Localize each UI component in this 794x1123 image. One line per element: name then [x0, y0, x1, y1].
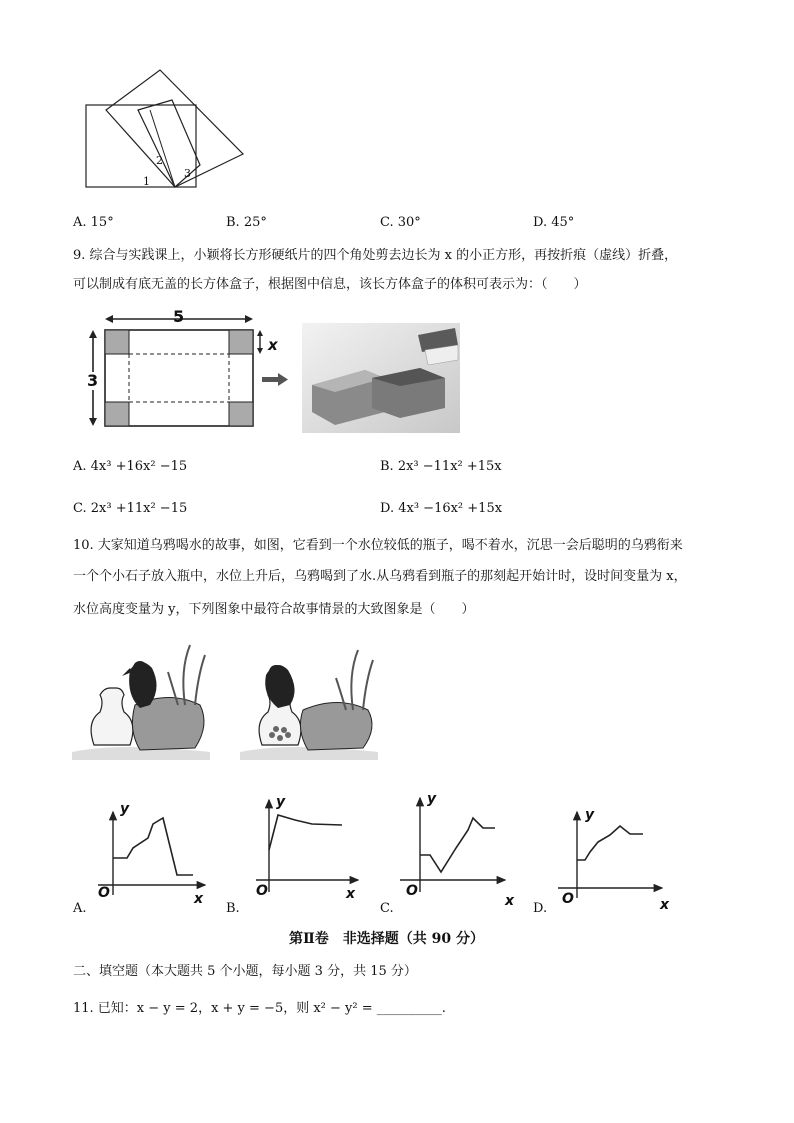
- graph-d-y-label: y: [585, 807, 595, 823]
- q10-option-a: A.: [73, 901, 87, 916]
- graph-b-origin: O: [256, 883, 268, 899]
- q9-x-label: x: [268, 336, 278, 354]
- q10-option-b: B.: [226, 901, 240, 916]
- graph-b-y-label: y: [276, 794, 286, 810]
- q10-stem-line2: 一个个小石子放入瓶中，水位上升后，乌鸦喝到了水.从乌鸦看到瓶子的那刻起开始计时，设时间变量为 x，: [73, 569, 687, 584]
- q9-option-d: D. 4x³ −16x² +15x: [380, 501, 503, 516]
- graph-b: [256, 800, 358, 892]
- graph-c-origin: O: [406, 883, 418, 899]
- q9-option-b: B. 2x³ −11x² +15x: [380, 459, 502, 474]
- q9-option-a: A. 4x³ +16x² −15: [73, 459, 188, 474]
- q8-option-c: C. 30°: [380, 215, 421, 230]
- q11-stem: 11. 已知：x − y = 2，x + y = −5，则 x² − y² = __________.: [73, 1001, 446, 1016]
- graph-b-x-label: x: [346, 886, 356, 902]
- q9-height-label: 3: [87, 371, 99, 390]
- q10-stem-line1: 10. 大家知道乌鸦喝水的故事，如图，它看到一个水位较低的瓶子，喝不着水，沉思一会后聪明的乌鸦衔来: [73, 538, 683, 553]
- fill-blank-heading: 二、填空题（本大题共 5 个小题，每小题 3 分，共 15 分）: [73, 964, 417, 979]
- q9-stem-line2: 可以制成有底无盖的长方体盒子，根据图中信息，该长方体盒子的体积可表示为：（ ）: [73, 277, 587, 292]
- graph-a-origin: O: [98, 885, 110, 901]
- q8-angle-label-3: 3: [184, 167, 191, 180]
- graph-a: [98, 812, 205, 895]
- q9-stem-line1: 9. 综合与实践课上，小颖将长方形硬纸片的四个角处剪去边长为 x 的小正方形，再按折痕（虚线）折叠，: [73, 248, 678, 263]
- q8-angle-label-2: 2: [156, 154, 163, 167]
- q8-option-a: A. 15°: [73, 215, 114, 230]
- graph-c-y-label: y: [427, 791, 437, 807]
- section-title: 第Ⅱ卷 非选择题（共 90 分）: [289, 931, 485, 947]
- graph-c: [400, 798, 505, 892]
- q9-option-c: C. 2x³ +11x² −15: [73, 501, 188, 516]
- q10-option-c: C.: [380, 901, 394, 916]
- q8-option-d: D. 45°: [533, 215, 575, 230]
- graph-a-y-label: y: [120, 801, 130, 817]
- q9-width-label: 5: [173, 307, 185, 326]
- graph-d-x-label: x: [660, 897, 670, 913]
- q10-stem-line3: 水位高度变量为 y，下列图象中最符合故事情景的大致图象是（ ）: [73, 602, 475, 617]
- q8-angle-label-1: 1: [143, 175, 150, 188]
- graph-a-x-label: x: [194, 891, 204, 907]
- q8-option-b: B. 25°: [226, 215, 267, 230]
- q10-option-d: D.: [533, 901, 548, 916]
- graph-c-x-label: x: [505, 893, 515, 909]
- graph-d: [558, 812, 662, 898]
- graph-d-origin: O: [562, 891, 574, 907]
